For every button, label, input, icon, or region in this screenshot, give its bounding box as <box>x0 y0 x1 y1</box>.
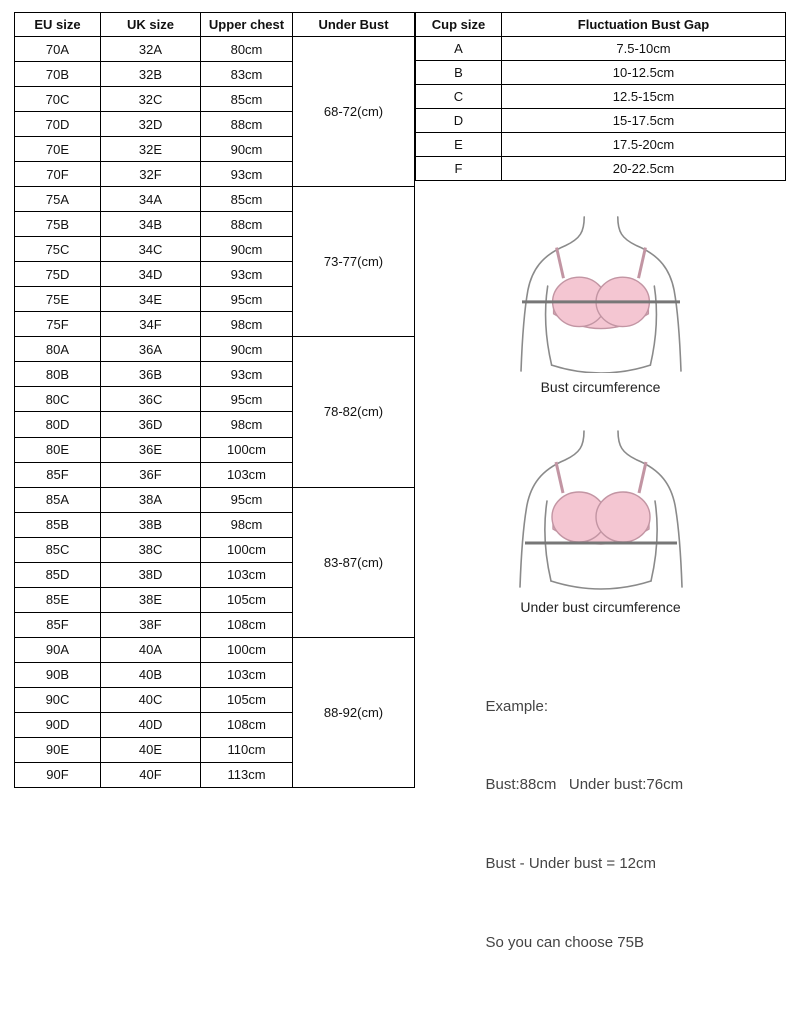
bra-graphic <box>552 462 650 544</box>
right-column <box>415 12 786 951</box>
bust-gap-cell: 7.5-10cm <box>502 37 786 61</box>
example-line-bust: Bust:88cm Under bust:76cm <box>485 776 684 794</box>
uk-size-cell: 32E <box>101 137 201 162</box>
cup-size-cell: E <box>416 133 502 157</box>
eu-size-cell: 75C <box>15 237 101 262</box>
upper-chest-cell: 103cm <box>201 662 293 687</box>
cup-col-header: Cup size <box>416 13 502 37</box>
eu-size-cell: 90B <box>15 662 101 687</box>
uk-size-cell: 32F <box>101 162 201 187</box>
eu-size-cell: 80D <box>15 412 101 437</box>
upper-chest-cell: 98cm <box>201 512 293 537</box>
example-line-result: So you can choose 75B <box>485 933 644 951</box>
cup-row <box>416 37 786 61</box>
eu-size-cell: 70C <box>15 87 101 112</box>
eu-size-cell: 80C <box>15 387 101 412</box>
size-row <box>15 37 415 62</box>
bust-gap-cell: 17.5-20cm <box>502 133 786 157</box>
eu-size-cell: 85C <box>15 537 101 562</box>
eu-size-cell: 90E <box>15 737 101 762</box>
upper-chest-cell: 105cm <box>201 587 293 612</box>
uk-size-cell: 34A <box>101 187 201 212</box>
upper-chest-cell: 100cm <box>201 437 293 462</box>
cup-row <box>416 157 786 181</box>
eu-size-cell: 90F <box>15 762 101 787</box>
upper-chest-cell: 85cm <box>201 187 293 212</box>
eu-size-cell: 75F <box>15 312 101 337</box>
cup-row <box>416 85 786 109</box>
bust-gap-cell: 10-12.5cm <box>502 61 786 85</box>
eu-size-cell: 85A <box>15 487 101 512</box>
upper-chest-cell: 100cm <box>201 537 293 562</box>
under-bust-cell: 88-92(cm) <box>293 637 415 787</box>
uk-size-cell: 40E <box>101 737 201 762</box>
upper-chest-cell: 90cm <box>201 137 293 162</box>
upper-chest-cell: 98cm <box>201 412 293 437</box>
upper-chest-cell: 90cm <box>201 237 293 262</box>
upper-chest-cell: 103cm <box>201 462 293 487</box>
bust-figure <box>491 215 711 395</box>
upper-chest-cell: 105cm <box>201 687 293 712</box>
eu-size-cell: 80E <box>15 437 101 462</box>
size-row <box>15 187 415 212</box>
upper-chest-cell: 95cm <box>201 287 293 312</box>
eu-size-cell: 75A <box>15 187 101 212</box>
cup-size-cell: A <box>416 37 502 61</box>
upper-chest-cell: 95cm <box>201 487 293 512</box>
uk-size-cell: 40D <box>101 712 201 737</box>
uk-size-cell: 34D <box>101 262 201 287</box>
eu-size-cell: 90D <box>15 712 101 737</box>
cup-size-cell: C <box>416 85 502 109</box>
size-col-header: UK size <box>101 13 201 37</box>
upper-chest-cell: 85cm <box>201 87 293 112</box>
eu-size-cell: 90C <box>15 687 101 712</box>
upper-chest-cell: 93cm <box>201 262 293 287</box>
cup-table-body <box>416 37 786 181</box>
uk-size-cell: 38E <box>101 587 201 612</box>
upper-chest-cell: 83cm <box>201 62 293 87</box>
cup-row <box>416 109 786 133</box>
uk-size-cell: 32C <box>101 87 201 112</box>
under-bust-cell: 83-87(cm) <box>293 487 415 637</box>
upper-chest-cell: 103cm <box>201 562 293 587</box>
uk-size-cell: 40C <box>101 687 201 712</box>
bust-figure-label: Bust circumference <box>540 379 661 395</box>
bust-gap-cell: 12.5-15cm <box>502 85 786 109</box>
upper-chest-cell: 108cm <box>201 712 293 737</box>
uk-size-cell: 40B <box>101 662 201 687</box>
uk-size-cell: 36C <box>101 387 201 412</box>
cup-size-cell: B <box>416 61 502 85</box>
bust-measurement-illustration <box>491 215 711 373</box>
size-col-header: Upper chest <box>201 13 293 37</box>
size-col-header: Under Bust <box>293 13 415 37</box>
example-title: Example: <box>485 697 549 715</box>
uk-size-cell: 36A <box>101 337 201 362</box>
uk-size-cell: 32B <box>101 62 201 87</box>
eu-size-cell: 70D <box>15 112 101 137</box>
under-bust-cell: 73-77(cm) <box>293 187 415 337</box>
uk-size-cell: 38A <box>101 487 201 512</box>
upper-chest-cell: 90cm <box>201 337 293 362</box>
cup-size-cell: F <box>416 157 502 181</box>
bust-gap-cell: 20-22.5cm <box>502 157 786 181</box>
under-bust-cell: 78-82(cm) <box>293 337 415 487</box>
eu-size-cell: 70A <box>15 37 101 62</box>
underbust-measurement-illustration <box>491 425 711 593</box>
upper-chest-cell: 108cm <box>201 612 293 637</box>
eu-size-cell: 75E <box>15 287 101 312</box>
uk-size-cell: 40F <box>101 762 201 787</box>
under-bust-cell: 68-72(cm) <box>293 37 415 187</box>
uk-size-cell: 32D <box>101 112 201 137</box>
uk-size-cell: 38F <box>101 612 201 637</box>
size-col-header: EU size <box>15 13 101 37</box>
eu-size-cell: 70B <box>15 62 101 87</box>
uk-size-cell: 36D <box>101 412 201 437</box>
uk-size-cell: 36E <box>101 437 201 462</box>
cup-row <box>416 61 786 85</box>
uk-size-cell: 34F <box>101 312 201 337</box>
cup-col-header: Fluctuation Bust Gap <box>502 13 786 37</box>
eu-size-cell: 75B <box>15 212 101 237</box>
upper-chest-cell: 95cm <box>201 387 293 412</box>
uk-size-cell: 38C <box>101 537 201 562</box>
uk-size-cell: 34C <box>101 237 201 262</box>
eu-size-cell: 80A <box>15 337 101 362</box>
eu-size-cell: 70F <box>15 162 101 187</box>
upper-chest-cell: 93cm <box>201 162 293 187</box>
eu-size-cell: 85D <box>15 562 101 587</box>
upper-chest-cell: 93cm <box>201 362 293 387</box>
eu-size-cell: 85B <box>15 512 101 537</box>
cup-size-cell: D <box>416 109 502 133</box>
cup-size-table <box>415 12 786 181</box>
example-line-diff: Bust - Under bust = 12cm <box>485 855 656 872</box>
uk-size-cell: 32A <box>101 37 201 62</box>
uk-size-cell: 38B <box>101 512 201 537</box>
uk-size-cell: 36F <box>101 462 201 487</box>
cup-table-header <box>416 13 786 37</box>
size-table-body <box>15 37 415 788</box>
size-row <box>15 487 415 512</box>
eu-size-cell: 85F <box>15 612 101 637</box>
underbust-figure-label: Under bust circumference <box>520 599 681 615</box>
eu-size-cell: 70E <box>15 137 101 162</box>
eu-size-cell: 75D <box>15 262 101 287</box>
size-row <box>15 637 415 662</box>
size-table <box>14 12 415 788</box>
eu-size-cell: 85E <box>15 587 101 612</box>
upper-chest-cell: 113cm <box>201 762 293 787</box>
bust-gap-cell: 15-17.5cm <box>502 109 786 133</box>
bra-graphic <box>552 248 649 329</box>
upper-chest-cell: 98cm <box>201 312 293 337</box>
uk-size-cell: 40A <box>101 637 201 662</box>
eu-size-cell: 80B <box>15 362 101 387</box>
upper-chest-cell: 88cm <box>201 212 293 237</box>
uk-size-cell: 36B <box>101 362 201 387</box>
uk-size-cell: 38D <box>101 562 201 587</box>
upper-chest-cell: 80cm <box>201 37 293 62</box>
eu-size-cell: 85F <box>15 462 101 487</box>
upper-chest-cell: 100cm <box>201 637 293 662</box>
size-table-header <box>15 13 415 37</box>
uk-size-cell: 34B <box>101 212 201 237</box>
upper-chest-cell: 88cm <box>201 112 293 137</box>
underbust-figure <box>491 425 711 615</box>
upper-chest-cell: 110cm <box>201 737 293 762</box>
cup-row <box>416 133 786 157</box>
uk-size-cell: 34E <box>101 287 201 312</box>
size-row <box>15 337 415 362</box>
example-block <box>486 641 716 1009</box>
eu-size-cell: 90A <box>15 637 101 662</box>
